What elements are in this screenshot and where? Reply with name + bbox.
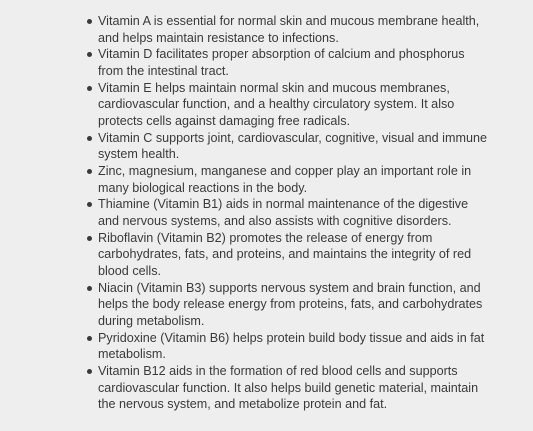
- list-item-text: Vitamin A is essential for normal skin and mucous membrane health, and helps maintain resistance to infections.: [98, 14, 480, 45]
- list-item: [98, 363, 490, 413]
- list-item: [98, 196, 490, 229]
- list-item-text: Vitamin B12 aids in the formation of red blood cells and supports cardiovascular function. It also helps build genetic material, maintain the nervous system, and metabolize protein and fat.: [98, 364, 479, 412]
- bullet-icon: [87, 286, 92, 291]
- list-item-text: Riboflavin (Vitamin B2) promotes the release of energy from carbohydrates, fats, and proteins, and maintains the integrity of red blood cells.: [98, 230, 472, 279]
- list-item: [98, 163, 490, 196]
- list-item-text: Thiamine (Vitamin B1) aids in normal maintenance of the digestive and nervous systems, and also assists with cognitive disorders.: [98, 197, 469, 229]
- bullet-icon: [87, 19, 92, 24]
- list-item: [98, 280, 490, 330]
- bullet-icon: [87, 236, 92, 241]
- list-item: [98, 330, 490, 363]
- bullet-icon: [87, 336, 92, 341]
- list-item-text: Zinc, magnesium, manganese and copper play an important role in many biological reactions in the body.: [98, 164, 472, 195]
- list-item-text: Pyridoxine (Vitamin B6) helps protein build body tissue and aids in fat metabolism.: [98, 330, 485, 362]
- bullet-icon: [87, 169, 92, 174]
- list-item: [98, 230, 490, 280]
- bullet-icon: [87, 202, 92, 207]
- bullet-icon: [87, 52, 92, 57]
- list-item-text: Niacin (Vitamin B3) supports nervous system and brain function, and helps the body release energy from proteins, fats, and carbohydrates during metabolism.: [98, 280, 483, 328]
- bullet-icon: [87, 136, 92, 141]
- list-item: [98, 13, 490, 46]
- list-item: [98, 80, 490, 130]
- list-item: [98, 130, 490, 163]
- list-item: [98, 46, 490, 79]
- list-item-text: Vitamin D facilitates proper absorption of calcium and phosphorus from the intestinal tract.: [98, 47, 465, 78]
- benefits-list: [98, 13, 490, 413]
- list-item-text: Vitamin C supports joint, cardiovascular, cognitive, visual and immune system health.: [98, 130, 487, 162]
- bullet-icon: [87, 369, 92, 374]
- list-item-text: Vitamin E helps maintain normal skin and mucous membranes, cardiovascular function, and a healthy circulatory system. It also protects cells against damaging free radicals.: [98, 80, 455, 128]
- bullet-icon: [87, 86, 92, 91]
